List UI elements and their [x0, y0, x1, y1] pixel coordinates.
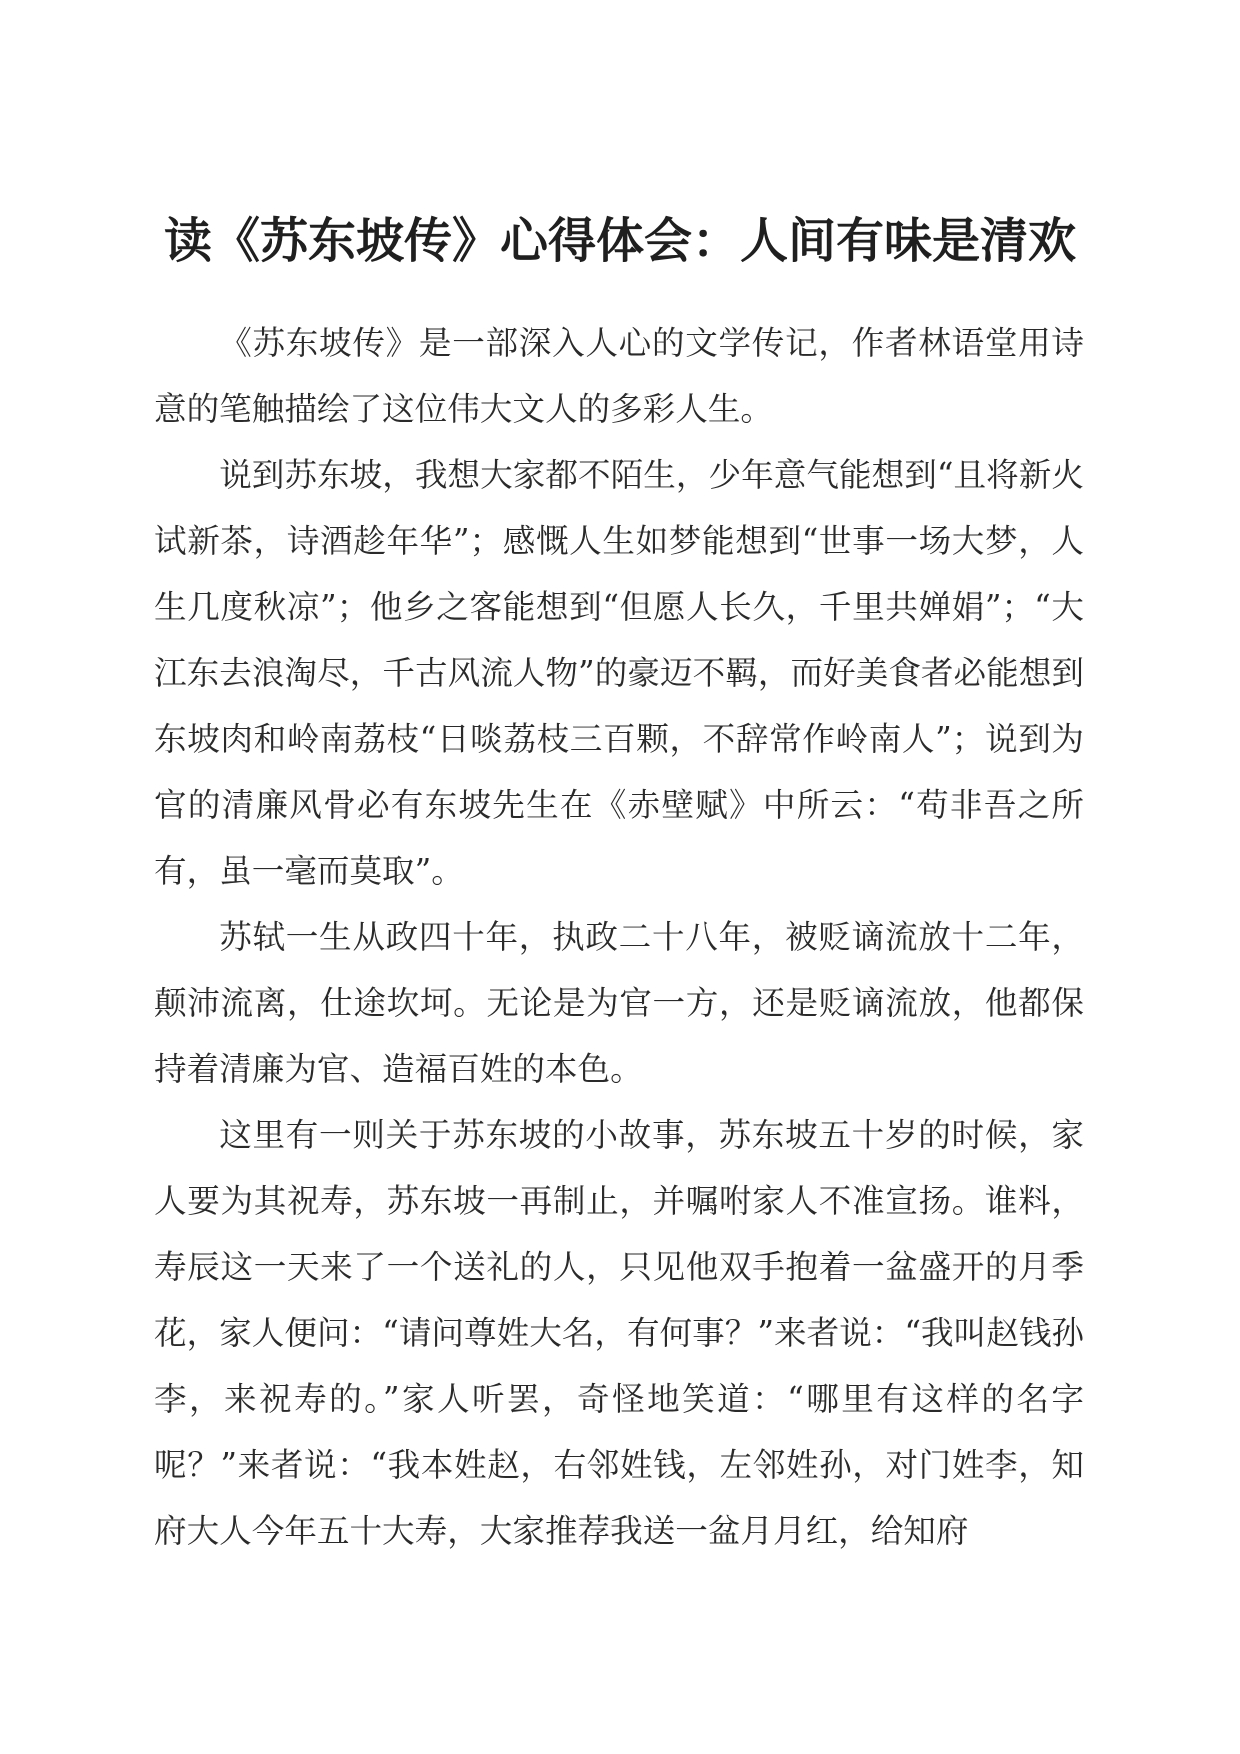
document-body: [154, 310, 1084, 1564]
paragraph-intro: 《苏东坡传》是一部深入人心的文学传记，作者林语堂用诗意的笔触描绘了这位伟大文人的多彩人生。: [154, 324, 1084, 428]
paragraph-famous-lines: 说到苏东坡，我想大家都不陌生，少年意气能想到“且将新火试新茶，诗酒趁年华”；感慨人生如梦能想到“世事一场大梦，人生几度秋凉”；他乡之客能想到“但愿人长久，千里共婵娟”；“大江东去浪淘尽，千古风流人物”的豪迈不羁，而好美食者必能想到东坡肉和岭南荔枝“日啖荔枝三百颗，不辞常作岭南人”；说到为官的清廉风骨必有东坡先生在《赤壁赋》中所云：“苟非吾之所有，虽一毫而莫取”。: [154, 456, 1084, 890]
paragraph-career: 苏轼一生从政四十年，执政二十八年，被贬谪流放十二年，颠沛流离，仕途坎坷。无论是为官一方，还是贬谪流放，他都保持着清廉为官、造福百姓的本色。: [154, 918, 1084, 1088]
paragraph-birthday-story: 这里有一则关于苏东坡的小故事，苏东坡五十岁的时候，家人要为其祝寿，苏东坡一再制止，并嘱咐家人不准宣扬。谁料，寿辰这一天来了一个送礼的人，只见他双手抱着一盆盛开的月季花，家人便问：“请问尊姓大名，有何事？”来者说：“我叫赵钱孙李，来祝寿的。”家人听罢，奇怪地笑道：“哪里有这样的名字呢？”来者说：“我本姓赵，右邻姓钱，左邻姓孙，对门姓李，知府大人今年五十大寿，大家推荐我送一盆月月红，给知府: [154, 1116, 1084, 1550]
document-title: 读《苏东坡传》心得体会：人间有味是清欢: [163, 213, 1076, 269]
